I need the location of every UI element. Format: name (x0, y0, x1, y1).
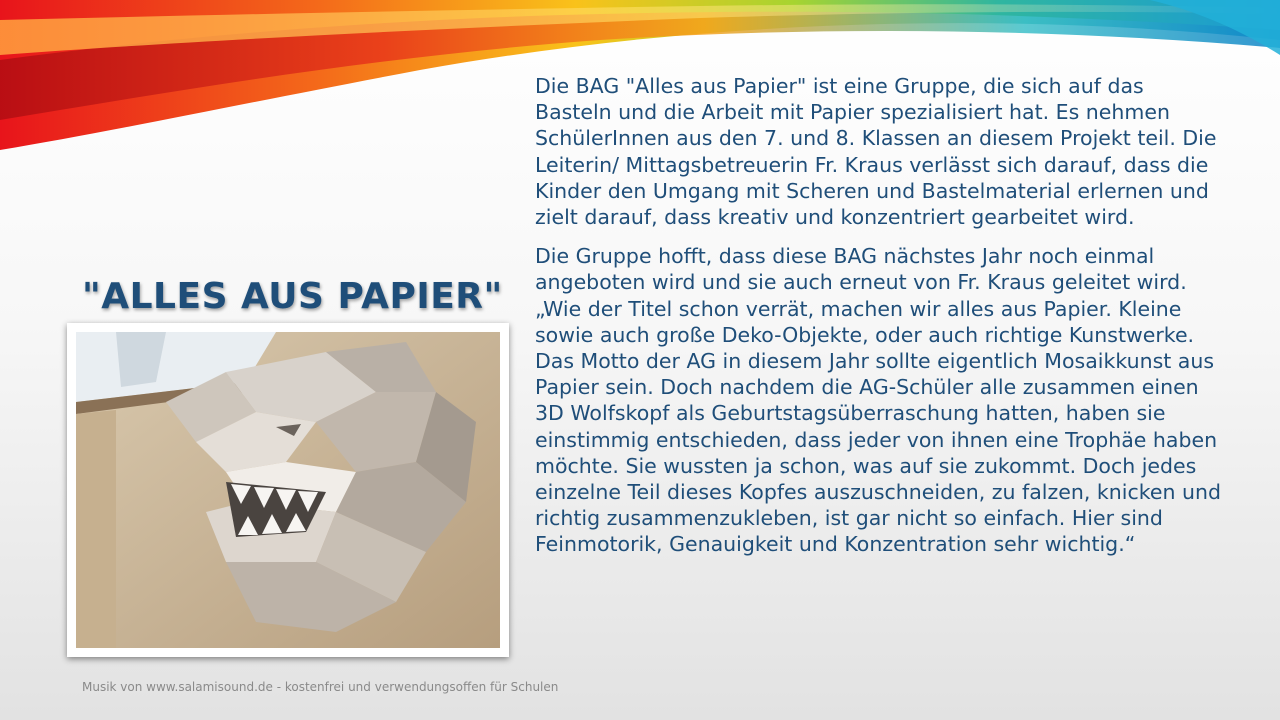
paragraph-quote: Die Gruppe hofft, dass diese BAG nächstes Jahr noch einmal angeboten wird und sie auch erneut von Fr. Kraus geleitet wird. „Wie der Titel schon verrät, machen wir alles aus Papier. Kleine sowie auch große Deko-Objekte, oder auch richtige Kunstwerke. Das Motto der AG in diesem Jahr sollte eigentlich Mosaikkunst aus Papier sein. Doch nachdem die AG-Schüler alle zusammen einen 3D Wolfskopf als Geburtstagsüberraschung hatten, haben sie einstimmig entschieden, dass jeder von ihnen eine Trophäe haben möchte. Sie wussten ja schon, was auf sie zukommt. Doch jedes einzelne Teil dieses Kopfes auszuschneiden, zu falzen, knicken und richtig zusammenzukleben, ist gar nicht so einfach. Hier sind Feinmotorik, Genauigkeit und Konzentration sehr wichtig.“ (535, 244, 1221, 557)
paper-wolf-head-photo (76, 332, 500, 648)
footer-credit: Musik von www.salamisound.de - kostenfrei und verwendungsoffen für Schulen (82, 680, 559, 694)
slide-title: "ALLES AUS PAPIER" (82, 276, 503, 317)
photo-frame (67, 323, 509, 657)
paragraph-intro: Die BAG "Alles aus Papier" ist eine Gruppe, die sich auf das Basteln und die Arbeit mit Papier spezialisiert hat. Es nehmen SchülerInnen aus den 7. und 8. Klassen an diesem Projekt teil. Die Leiterin/ Mittagsbetreuerin Fr. Kraus verlässt sich darauf, dass die Kinder den Umgang mit Scheren und Bastelmaterial erlernen und zielt darauf, dass kreativ und konzentriert gearbeitet wird. (535, 74, 1217, 230)
body-text (535, 73, 1225, 558)
